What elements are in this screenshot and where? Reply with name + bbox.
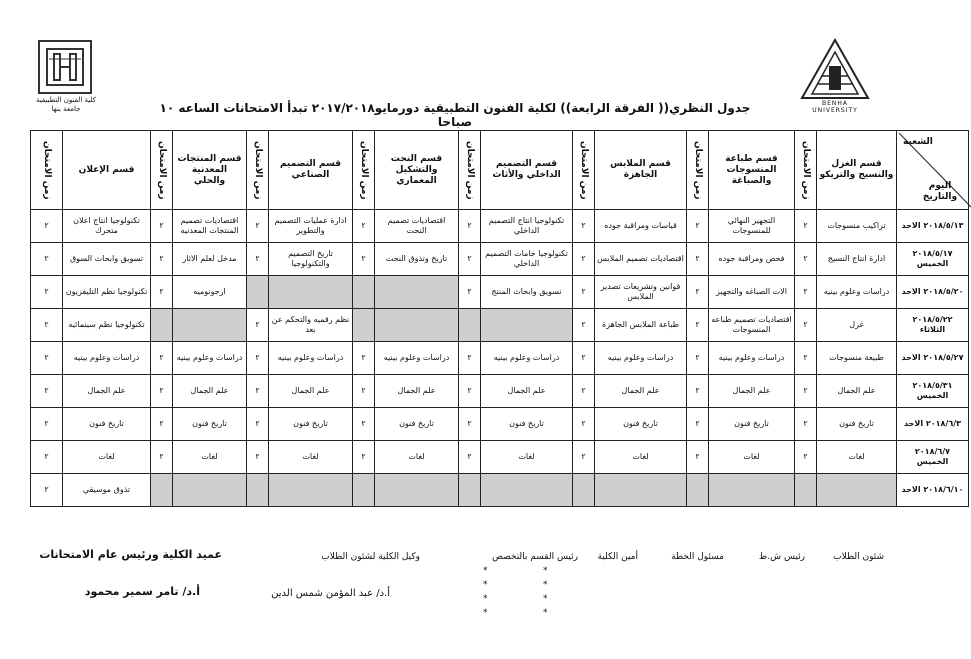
empty-cell [795,474,817,507]
student-affairs-title: شئون الطلاب [833,552,884,562]
exam-duration: ٢ [459,408,481,441]
signature-mark: * [543,566,548,576]
exam-duration: ٢ [31,342,63,375]
exam-duration: ٢ [353,408,375,441]
subject-cell: مدخل لعلم الاثار [173,243,247,276]
exam-duration: ٢ [31,408,63,441]
schedule-row [31,342,969,375]
vice-dean-name: أ.د/ عبد المؤمن شمس الدين [271,588,390,599]
exam-duration: ٢ [31,276,63,309]
subject-cell: دراسات وعلوم بينيه [63,342,151,375]
schedule-row [31,375,969,408]
exam-duration: ٢ [31,474,63,507]
subject-cell: علم الجمال [269,375,353,408]
exam-duration: ٢ [151,276,173,309]
subject-cell: تاريخ فنون [269,408,353,441]
exam-duration-header: زمن الامتحان [31,131,63,210]
subject-cell: التجهيز النهائي للمنسوجات [709,210,795,243]
signature-mark: * [483,608,488,618]
subject-cell: تاريخ فنون [481,408,573,441]
subject-cell: علم الجمال [595,375,687,408]
empty-cell [459,474,481,507]
exam-duration: ٢ [795,375,817,408]
exam-duration: ٢ [687,276,709,309]
college-secretary-title: أمين الكلية [597,552,638,562]
exam-duration: ٢ [459,441,481,474]
empty-cell [481,309,573,342]
subject-cell: تكنولوجيا انتاج اعلان متحرك [63,210,151,243]
exam-duration: ٢ [353,342,375,375]
exam-duration: ٢ [151,408,173,441]
schedule-row [31,474,969,507]
exam-date: ٢٠١٨/٦/٧ الخميس [897,441,969,474]
faculty-name: كلية الفنون التطبيقية [35,96,97,104]
subject-cell: طبيعة منسوجات [817,342,897,375]
subject-cell: لغات [817,441,897,474]
subject-cell: قوانين وتشريعات تصدير الملابس [595,276,687,309]
signature-mark: * [543,594,548,604]
subject-cell: تكنولوجيا خامات التصميم الداخلي [481,243,573,276]
exam-duration: ٢ [459,276,481,309]
subject-cell: دراسات وعلوم بينيه [817,276,897,309]
subject-cell: علم الجمال [817,375,897,408]
exam-duration: ٢ [573,408,595,441]
exam-duration: ٢ [247,408,269,441]
exam-duration-header: زمن الامتحان [247,131,269,210]
exam-duration: ٢ [353,375,375,408]
empty-cell [247,474,269,507]
subject-cell: تاريخ فنون [817,408,897,441]
empty-cell [353,276,375,309]
subject-cell: دراسات وعلوم بينيه [375,342,459,375]
subject-cell: دراسات وعلوم بينيه [595,342,687,375]
subject-cell: لغات [595,441,687,474]
subject-cell: فحص ومراقبة جوده [709,243,795,276]
subject-cell: دراسات وعلوم بينيه [269,342,353,375]
empty-cell [151,309,173,342]
exam-duration: ٢ [247,243,269,276]
dean-name: أ.د/ تامر سمير محمود [84,585,200,598]
subject-cell: اقتصاديات تصميم النحت [375,210,459,243]
empty-cell [173,474,247,507]
subject-cell: تذوق موسيقي [63,474,151,507]
exam-duration: ٢ [573,276,595,309]
exam-duration: ٢ [31,210,63,243]
empty-cell [151,474,173,507]
empty-cell [481,474,573,507]
department-header: قسم الغزل والنسيج والتريكو [817,131,897,210]
subject-cell: اقتصاديات تصميم طباعه المنسوجات [709,309,795,342]
exam-duration-header: زمن الامتحان [353,131,375,210]
subject-cell: قياسات ومراقبة جوده [595,210,687,243]
exam-date: ٢٠١٨/٥/٢٠ الاحد [897,276,969,309]
exam-duration: ٢ [795,441,817,474]
exam-duration: ٢ [687,342,709,375]
subject-cell: لغات [173,441,247,474]
empty-cell [269,276,353,309]
exam-duration: ٢ [151,342,173,375]
subject-cell: لغات [63,441,151,474]
empty-cell [709,474,795,507]
empty-cell [375,309,459,342]
exam-duration: ٢ [247,441,269,474]
schedule-row [31,210,969,243]
faculty-logo-caption [20,96,112,114]
signature-mark: * [543,608,548,618]
signature-mark: * [483,566,488,576]
exam-duration: ٢ [573,243,595,276]
exam-duration: ٢ [687,375,709,408]
exam-duration: ٢ [247,309,269,342]
exam-date: ٢٠١٨/٥/٣١ الخميس [897,375,969,408]
exam-duration: ٢ [151,375,173,408]
empty-cell [459,309,481,342]
subject-cell: اقتصاديات تصميم المنتجات المعدنيه [173,210,247,243]
subject-cell: علم الجمال [375,375,459,408]
exam-duration: ٢ [459,210,481,243]
subject-cell: علم الجمال [481,375,573,408]
exam-duration: ٢ [687,243,709,276]
subject-cell: نظم رقميه والتحكم عن بعد [269,309,353,342]
schedule-body [31,210,969,507]
exam-duration-header: زمن الامتحان [459,131,481,210]
signatures-section [0,540,900,620]
exam-duration: ٢ [353,243,375,276]
exam-duration: ٢ [795,243,817,276]
exam-date: ٢٠١٨/٦/٣ الاحد [897,408,969,441]
subject-cell: لغات [709,441,795,474]
department-header: قسم المنتجات المعدنية والحلي [173,131,247,210]
exam-date: ٢٠١٨/٥/٢٧ الاحد [897,342,969,375]
exam-duration: ٢ [573,342,595,375]
exam-duration: ٢ [687,408,709,441]
exam-duration: ٢ [31,309,63,342]
subject-cell: علم الجمال [173,375,247,408]
exam-date: ٢٠١٨/٥/١٧ الخميس [897,243,969,276]
exam-duration: ٢ [573,441,595,474]
signature-mark: * [483,594,488,604]
empty-cell [375,276,459,309]
subject-cell: تسويق وابحاث المنتج [481,276,573,309]
empty-cell [353,309,375,342]
empty-cell [375,474,459,507]
exam-duration: ٢ [687,309,709,342]
empty-cell [573,474,595,507]
schedule-row [31,309,969,342]
subject-cell: تاريخ فنون [595,408,687,441]
subject-cell: دراسات وعلوم بينيه [173,342,247,375]
university-name: جامعة بنها [51,105,81,113]
schedule-row [31,243,969,276]
exam-duration: ٢ [247,210,269,243]
subject-cell: علم الجمال [709,375,795,408]
exam-duration: ٢ [459,342,481,375]
empty-cell [687,474,709,507]
department-header: قسم التصميم الصناعي [269,131,353,210]
subject-cell: تاريخ فنون [375,408,459,441]
exam-duration: ٢ [573,309,595,342]
header-row [31,131,969,210]
subject-cell: غزل [817,309,897,342]
empty-cell [817,474,897,507]
exam-duration: ٢ [795,342,817,375]
subject-cell: طباعة الملابس الجاهزة [595,309,687,342]
exam-duration: ٢ [795,210,817,243]
plan-officer-title: مسئول الخطة [671,552,724,562]
exam-duration: ٢ [353,210,375,243]
subject-cell: تكنولوجيا انتاج التصميم الداخلي [481,210,573,243]
exam-duration-header: زمن الامتحان [687,131,709,210]
vice-dean-title: وكيل الكلية لشئون الطلاب [321,552,420,562]
exam-duration-header: زمن الامتحان [795,131,817,210]
department-header: قسم النحت والتشكيل المعماري [375,131,459,210]
subject-cell: تاريخ فنون [63,408,151,441]
subject-cell: الات الصباغه والتجهيز [709,276,795,309]
subject-cell: ادارة انتاج النسيج [817,243,897,276]
subject-cell: تاريخ التصميم والتكنولوجيا [269,243,353,276]
exam-date: ٢٠١٨/٥/١٣ الاحد [897,210,969,243]
exam-schedule-table [30,130,969,507]
division-label: الشعبة [903,137,933,147]
department-header: قسم الملابس الجاهزة [595,131,687,210]
empty-cell [247,276,269,309]
exam-duration: ٢ [795,408,817,441]
empty-cell [353,474,375,507]
subject-cell: ادارة عمليات التصميم والتطوير [269,210,353,243]
signature-mark: * [543,580,548,590]
exam-duration: ٢ [31,243,63,276]
head-sht-title: رئيس ش.ط [758,552,805,562]
exam-duration: ٢ [573,210,595,243]
subject-cell: دراسات وعلوم بينيه [709,342,795,375]
dean-title: عميد الكلية ورئيس عام الامتحانات [39,548,222,561]
exam-duration: ٢ [247,375,269,408]
subject-cell: تاريخ فنون [173,408,247,441]
empty-cell [173,309,247,342]
schedule-row [31,441,969,474]
subject-cell: تراكيب منسوجات [817,210,897,243]
exam-duration-header: زمن الامتحان [573,131,595,210]
faculty-logo [38,40,92,94]
exam-duration: ٢ [573,375,595,408]
subject-cell: لغات [269,441,353,474]
exam-duration: ٢ [31,375,63,408]
exam-duration: ٢ [795,276,817,309]
subject-cell: تكنولوجيا نظم سينمائيه [63,309,151,342]
subject-cell: علم الجمال [63,375,151,408]
subject-cell: ارجونوميه [173,276,247,309]
subject-cell: اقتصاديات تصميم الملابس [595,243,687,276]
university-logo [798,38,872,102]
exam-duration: ٢ [353,441,375,474]
empty-cell [595,474,687,507]
exam-duration: ٢ [151,243,173,276]
exam-duration: ٢ [247,342,269,375]
subject-cell: لغات [481,441,573,474]
subject-cell: لغات [375,441,459,474]
schedule-row [31,408,969,441]
exam-duration: ٢ [459,375,481,408]
subject-cell: تكنولوجيا نظم التليفزيون [63,276,151,309]
exam-date: ٢٠١٨/٦/١٠ الاحد [897,474,969,507]
empty-cell [269,474,353,507]
exam-duration: ٢ [459,243,481,276]
exam-duration: ٢ [31,441,63,474]
signature-mark: * [483,580,488,590]
department-header: قسم طباعة المنسوجات والصباغة [709,131,795,210]
corner-cell [897,131,969,210]
subject-cell: تسويق وابحاث السوق [63,243,151,276]
subject-cell: تاريخ فنون [709,408,795,441]
exam-duration-header: زمن الامتحان [151,131,173,210]
exam-duration: ٢ [795,309,817,342]
exam-duration: ٢ [151,210,173,243]
exam-duration: ٢ [151,441,173,474]
exam-date: ٢٠١٨/٥/٢٢ الثلاثاء [897,309,969,342]
subject-cell: دراسات وعلوم بينيه [481,342,573,375]
exam-duration: ٢ [687,441,709,474]
head-dept-title: رئيس القسم بالتخصص [492,552,578,562]
exam-duration: ٢ [687,210,709,243]
subject-cell: تاريخ وتذوق النحت [375,243,459,276]
university-logo-caption: BENHA UNIVERSITY [812,100,858,114]
schedule-row [31,276,969,309]
schedule-title: جدول النظري(( الفرقة الرابعة)) لكلية الفنون التطبيقية دورمايو٢٠١٧/٢٠١٨ تبدأ الامتحانات الساعه ١٠ صباحا [150,101,760,131]
day-date-label: اليوم والتاريخ [922,181,958,202]
department-header: قسم الإعلان [63,131,151,210]
department-header: قسم التصميم الداخلي والأثاث [481,131,573,210]
